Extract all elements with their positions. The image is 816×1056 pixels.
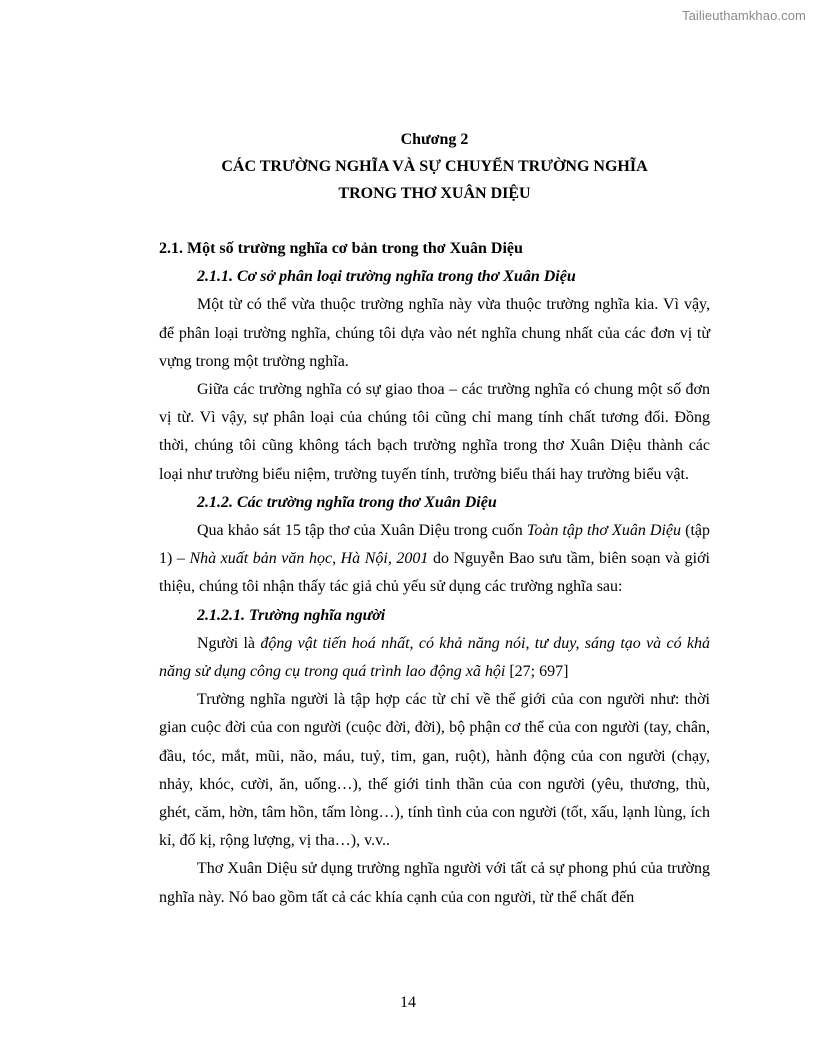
page-number: 14: [400, 994, 416, 1011]
paragraph-2: Giữa các trường nghĩa có sự giao thoa – các trường nghĩa có chung một số đơn vị từ. Vì vậy, sự phân loại của chúng tôi cũng chỉ mang tính chất tương đối. Đồng thời, chúng tôi cũng không tách bạch trường nghĩa trong thơ Xuân Diệu thành các loại như trường biểu niệm, trường tuyến tính, trường biểu thái hay trường biểu vật.: [159, 381, 710, 483]
section-heading-2-1-1: 2.1.1. Cơ sở phân loại trường nghĩa trong thơ Xuân Diệu: [197, 268, 576, 286]
section-heading-2-1-2-1: 2.1.2.1. Trường nghĩa người: [197, 606, 386, 624]
paragraph-3-text-2: (tập 1) –: [159, 522, 711, 568]
section-heading-2-1: 2.1. Một số trường nghĩa cơ bản trong thơ Xuân Diệu: [159, 240, 523, 257]
document-body: [159, 126, 710, 912]
paragraph-4-definition: động vật tiến hoá nhất, có khả năng nói, tư duy, sáng tạo và có khả năng sử dụng công cụ trong quá trình lao động xã hội: [159, 634, 710, 681]
chapter-title-line2: TRONG THƠ XUÂN DIỆU: [338, 185, 531, 202]
paragraph-3-book-title: Toàn tập thơ Xuân Diệu: [526, 522, 682, 540]
spacer: [159, 207, 710, 235]
watermark: Tailieuthamkhao.com: [681, 8, 806, 23]
paragraph-3: [159, 517, 710, 602]
paragraph-4-citation: [27; 697]: [505, 663, 569, 681]
section-heading-2-1-2: 2.1.2. Các trường nghĩa trong thơ Xuân Diệu: [197, 493, 497, 511]
paragraph-3-text-3: do Nguyễn Bao sưu tầm, biên soạn và giới thiệu, chúng tôi nhận thấy tác giả chủ yếu sử dụng các trường nghĩa sau:: [159, 550, 711, 596]
paragraph-4: [159, 630, 710, 686]
paragraph-6: Thơ Xuân Diệu sử dụng trường nghĩa người với tất cả sự phong phú của trường nghĩa này. Nó bao gồm tất cả các khía cạnh của con người, từ thể chất đến: [159, 860, 710, 906]
chapter-title-line1: CÁC TRƯỜNG NGHĨA VÀ SỰ CHUYỂN TRƯỜNG NGHĨA: [221, 158, 648, 175]
chapter-label: Chương 2: [400, 131, 469, 148]
paragraph-1: Một từ có thể vừa thuộc trường nghĩa này vừa thuộc trường nghĩa kia. Vì vậy, để phân loại trường nghĩa, chúng tôi dựa vào nét nghĩa chung nhất của các đơn vị từ vựng trong một trường nghĩa.: [159, 296, 710, 370]
paragraph-3-publisher: Nhà xuất bản văn học, Hà Nội, 2001: [189, 550, 429, 568]
paragraph-5: Trường nghĩa người là tập hợp các từ chỉ về thế giới của con người như: thời gian cuộc đời của con người (cuộc đời, đời), bộ phận cơ thể của con người (tay, chân, đầu, tóc, mắt, mũi, não, máu, tuỷ, tim, gan, ruột), hành động của con người (chạy, nhảy, khóc, cười, ăn, uống…), thế giới tinh thần của con người (yêu, thương, thù, ghét, căm, hờn, tâm hồn, tấm lòng…), tính tình của con người (tốt, xấu, lạnh lùng, ích kỉ, đố kị, rộng lượng, vị tha…), v.v..: [159, 691, 710, 850]
paragraph-3-text-1: Qua khảo sát 15 tập thơ của Xuân Diệu trong cuốn: [197, 522, 527, 540]
paragraph-4-text-1: Người là: [197, 634, 261, 652]
